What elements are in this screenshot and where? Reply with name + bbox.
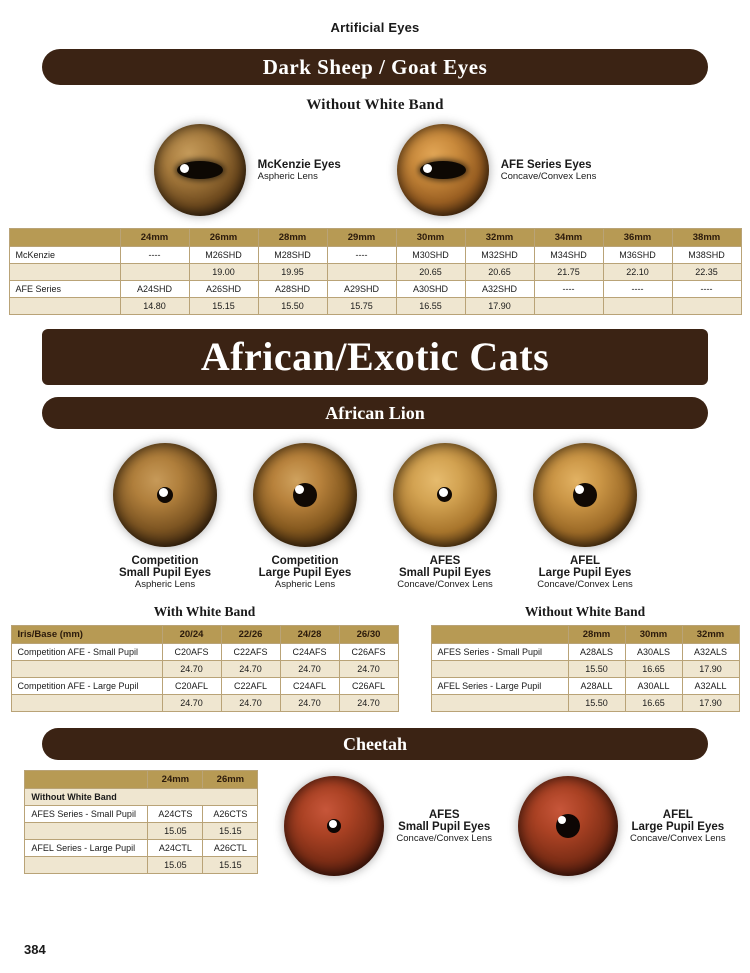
cell: C20AFS (162, 644, 221, 661)
col-head-3: 32mm (682, 626, 739, 644)
dark-sheep-subtitle: Without White Band (306, 97, 444, 113)
cell: M32SHD (465, 247, 534, 264)
table-row-price (9, 264, 741, 281)
col-head-1: 24mm (120, 229, 189, 247)
cell: 24.70 (339, 695, 398, 712)
specimen-name-line2: Small Pupil Eyes (118, 567, 212, 579)
table-row (431, 678, 739, 695)
cell: 20.65 (396, 264, 465, 281)
cell: C24AFS (280, 644, 339, 661)
section-banner-dark-sheep: Dark Sheep / Goat Eyes (42, 49, 708, 85)
cell: 15.50 (568, 695, 625, 712)
cell: 22.10 (603, 264, 672, 281)
col-head-0: Iris/Base (mm) (11, 626, 162, 644)
eye-highlight (159, 488, 168, 497)
cell: 15.05 (148, 823, 203, 840)
specimen-mckenzie (154, 124, 341, 216)
specimen-name-line1: Competition (271, 555, 339, 567)
cell: A30ALL (625, 678, 682, 695)
cell: 24.70 (162, 695, 221, 712)
specimen-afel-large-pupil (533, 443, 637, 590)
cell: 24.70 (339, 661, 398, 678)
cell: A24CTL (148, 840, 203, 857)
col-head-9: 38mm (672, 229, 741, 247)
specimen-lens: Aspheric Lens (134, 579, 196, 590)
cell: 16.65 (625, 661, 682, 678)
table-row (9, 247, 741, 264)
cell (603, 298, 672, 315)
specimen-name: AFE Series Eyes (500, 158, 592, 171)
row-label: AFES Series - Small Pupil (25, 806, 148, 823)
cell: 15.15 (203, 823, 258, 840)
cell: M28SHD (258, 247, 327, 264)
eye-image-cheetah-afel (518, 776, 618, 876)
specimen-lens: Concave/Convex Lens (500, 170, 597, 182)
row-label: McKenzie (9, 247, 120, 264)
eye-image-cheetah-afes (284, 776, 384, 876)
eye-image-competition-small-pupil (113, 443, 217, 547)
cell: 24.70 (280, 695, 339, 712)
cell: A32SHD (465, 281, 534, 298)
table-cheetah (24, 770, 258, 874)
col-head-2: 30mm (625, 626, 682, 644)
cell: 24.70 (280, 661, 339, 678)
col-head-0 (25, 771, 148, 789)
cell: C22AFS (221, 644, 280, 661)
table-subhead-row (25, 789, 258, 806)
cell: C26AFL (339, 678, 398, 695)
cell: C26AFS (339, 644, 398, 661)
cell (120, 264, 189, 281)
cell: ---- (603, 281, 672, 298)
cell: 16.65 (625, 695, 682, 712)
cell: 17.90 (465, 298, 534, 315)
col-head-3: 28mm (258, 229, 327, 247)
specimen-name-line1: Competition (131, 555, 199, 567)
row-label (9, 264, 120, 281)
table-row (431, 644, 739, 661)
cell: A26SHD (189, 281, 258, 298)
col-head-6: 32mm (465, 229, 534, 247)
table-lion-with-white-band (11, 625, 399, 712)
specimen-cheetah-afes (284, 776, 492, 876)
cell: 24.70 (221, 695, 280, 712)
specimen-lens: Concave/Convex Lens (396, 832, 492, 844)
lion-without-white-band-block (431, 604, 740, 712)
specimen-name-line2: Small Pupil Eyes (398, 567, 492, 579)
cell: M26SHD (189, 247, 258, 264)
cell: 19.00 (189, 264, 258, 281)
cell: 24.70 (162, 661, 221, 678)
table-row-price (431, 661, 739, 678)
table-header-row (25, 771, 258, 789)
cell: A26CTS (203, 806, 258, 823)
cell (327, 264, 396, 281)
cell: ---- (672, 281, 741, 298)
cell: A24CTS (148, 806, 203, 823)
cell: ---- (120, 247, 189, 264)
cell: 15.50 (568, 661, 625, 678)
cell: 14.80 (120, 298, 189, 315)
section-banner-african-lion: African Lion (42, 397, 708, 429)
cell: A32ALL (682, 678, 739, 695)
table-row-price (11, 661, 398, 678)
eye-highlight (423, 164, 432, 173)
specimen-lens: Concave/Convex Lens (397, 579, 493, 590)
specimen-lens: Concave/Convex Lens (630, 832, 726, 844)
cell: 20.65 (465, 264, 534, 281)
col-head-4: 26/30 (339, 626, 398, 644)
row-label (25, 857, 148, 874)
cell: 16.55 (396, 298, 465, 315)
cell: 15.15 (203, 857, 258, 874)
cell: ---- (534, 281, 603, 298)
table-header-row (431, 626, 739, 644)
cell: C20AFL (162, 678, 221, 695)
eye-highlight (575, 485, 584, 494)
eye-highlight (180, 164, 189, 173)
col-head-1: 20/24 (162, 626, 221, 644)
lion-with-white-band-block (11, 604, 399, 712)
specimen-name-line2: Large Pupil Eyes (258, 567, 352, 579)
cell: M30SHD (396, 247, 465, 264)
col-head-8: 36mm (603, 229, 672, 247)
row-label (11, 661, 162, 678)
cell: 17.90 (682, 661, 739, 678)
table-row (25, 806, 258, 823)
cell: ---- (327, 247, 396, 264)
cheetah-content (0, 770, 750, 876)
table-dark-sheep (9, 228, 742, 315)
cell: 22.35 (672, 264, 741, 281)
row-label (9, 298, 120, 315)
row-label (431, 695, 568, 712)
cell: A30ALS (625, 644, 682, 661)
specimen-name-line1: AFES (428, 808, 460, 821)
specimen-competition-small-pupil (113, 443, 217, 590)
col-head-1: 24mm (148, 771, 203, 789)
specimen-label-cheetah-afes (396, 809, 492, 844)
col-head-7: 34mm (534, 229, 603, 247)
specimen-afes-small-pupil (393, 443, 497, 590)
col-head-2: 26mm (189, 229, 258, 247)
dark-sheep-specimens (0, 124, 750, 216)
row-label (431, 661, 568, 678)
eye-image-afes-small-pupil (393, 443, 497, 547)
cell: A28SHD (258, 281, 327, 298)
specimen-name: McKenzie Eyes (257, 158, 341, 171)
specimen-afe-series (397, 124, 597, 216)
row-label (11, 695, 162, 712)
cell: A26CTL (203, 840, 258, 857)
eye-image-afel-large-pupil (533, 443, 637, 547)
specimen-name-line1: AFEL (569, 555, 601, 567)
cell: C22AFL (221, 678, 280, 695)
cell: 15.50 (258, 298, 327, 315)
col-head-5: 30mm (396, 229, 465, 247)
page-title: Artificial Eyes (330, 20, 420, 35)
african-lion-specimens (0, 443, 750, 590)
cell: A28ALS (568, 644, 625, 661)
cell: 21.75 (534, 264, 603, 281)
row-label: Competition AFE - Large Pupil (11, 678, 162, 695)
table-row-price (9, 298, 741, 315)
cell: M36SHD (603, 247, 672, 264)
table-header-row (9, 229, 741, 247)
eye-highlight (439, 488, 448, 497)
table-row-price (431, 695, 739, 712)
specimen-name-line1: AFEL (662, 808, 693, 821)
table-lion-without-white-band (431, 625, 740, 712)
cell: A29SHD (327, 281, 396, 298)
row-label: AFE Series (9, 281, 120, 298)
table-row (11, 678, 398, 695)
cell (672, 298, 741, 315)
section-banner-african-exotic-cats: African/Exotic Cats (42, 329, 708, 385)
table-header-row (11, 626, 398, 644)
eye-highlight (558, 816, 566, 824)
col-head-4: 29mm (327, 229, 396, 247)
cell: 15.05 (148, 857, 203, 874)
specimen-competition-large-pupil (253, 443, 357, 590)
specimen-label-mckenzie (258, 159, 341, 182)
cell: 15.75 (327, 298, 396, 315)
cell: A32ALS (682, 644, 739, 661)
row-label (25, 823, 148, 840)
section-banner-cheetah: Cheetah (42, 728, 708, 760)
cell: 24.70 (221, 661, 280, 678)
table-row (9, 281, 741, 298)
table-row (11, 644, 398, 661)
cell: 19.95 (258, 264, 327, 281)
cell: 17.90 (682, 695, 739, 712)
col-head-1: 28mm (568, 626, 625, 644)
specimen-lens: Aspheric Lens (274, 579, 336, 590)
col-head-0 (431, 626, 568, 644)
row-label: AFES Series - Small Pupil (431, 644, 568, 661)
page-number: 384 (24, 942, 46, 957)
cell: C24AFL (280, 678, 339, 695)
col-head-2: 22/26 (221, 626, 280, 644)
specimen-lens: Concave/Convex Lens (537, 579, 633, 590)
row-label: AFEL Series - Large Pupil (25, 840, 148, 857)
cell: A30SHD (396, 281, 465, 298)
specimen-name-line2: Large Pupil Eyes (631, 820, 725, 833)
eye-image-competition-large-pupil (253, 443, 357, 547)
specimen-cheetah-afel (518, 776, 726, 876)
specimen-label-afe-series (501, 159, 597, 182)
cell: A28ALL (568, 678, 625, 695)
col-head-2: 26mm (203, 771, 258, 789)
specimen-label-cheetah-afel (630, 809, 726, 844)
cell: M34SHD (534, 247, 603, 264)
cell: A24SHD (120, 281, 189, 298)
eye-image-mckenzie (154, 124, 246, 216)
specimen-name-line2: Large Pupil Eyes (538, 567, 632, 579)
row-label: AFEL Series - Large Pupil (431, 678, 568, 695)
specimen-name-line1: AFES (429, 555, 461, 567)
eye-highlight (295, 485, 304, 494)
table-row-price (25, 823, 258, 840)
col-head-3: 24/28 (280, 626, 339, 644)
table-row-price (25, 857, 258, 874)
row-label: Competition AFE - Small Pupil (11, 644, 162, 661)
cell: 15.15 (189, 298, 258, 315)
cell (534, 298, 603, 315)
table-row (25, 840, 258, 857)
col-head-0 (9, 229, 120, 247)
table-row-price (11, 695, 398, 712)
eye-image-afe-series (397, 124, 489, 216)
lion-with-band-title: With White Band (153, 604, 256, 619)
specimen-lens: Aspheric Lens (257, 170, 318, 182)
lion-without-band-title: Without White Band (524, 604, 646, 619)
cheetah-subhead: Without White Band (25, 789, 258, 806)
cell: M38SHD (672, 247, 741, 264)
specimen-name-line2: Small Pupil Eyes (398, 820, 491, 833)
